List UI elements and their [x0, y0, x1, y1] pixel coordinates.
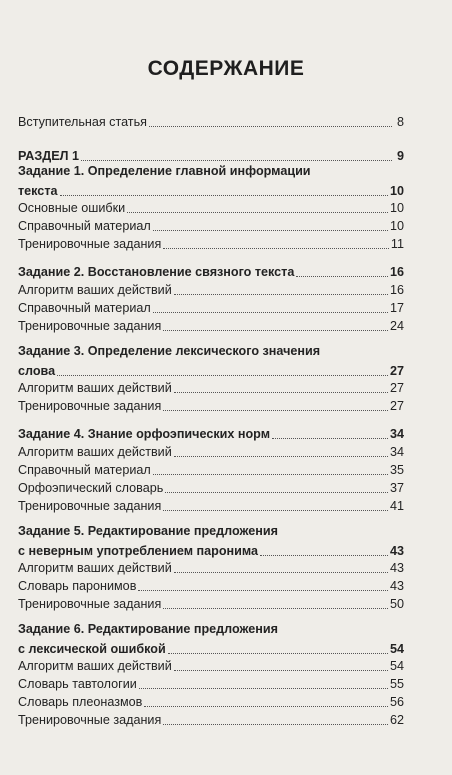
toc-entry-title: Алгоритм ваших действий	[18, 381, 172, 395]
page-number: 10	[389, 184, 404, 198]
toc-entry-title: Словарь плеоназмов	[18, 695, 143, 709]
dot-leader	[168, 653, 388, 654]
toc-entry-line	[18, 198, 404, 216]
page-number: 55	[389, 677, 404, 691]
toc-entry-title: Тренировочные задания	[18, 597, 162, 611]
toc-entry-line	[18, 298, 404, 316]
page-number: 62	[389, 713, 404, 727]
toc-entry-title-cont: текста	[18, 184, 58, 198]
page-number: 17	[389, 301, 404, 315]
page-number: 16	[389, 265, 404, 279]
toc-entry-title: Тренировочные задания	[18, 237, 162, 251]
toc-entry-line	[18, 181, 404, 199]
dot-leader	[296, 276, 388, 277]
toc-entry-line	[18, 396, 404, 414]
dot-leader	[153, 474, 388, 475]
toc-entry-title: Тренировочные задания	[18, 713, 162, 727]
toc-entry-title: Алгоритм ваших действий	[18, 283, 172, 297]
page-number: 27	[389, 381, 404, 395]
dot-leader	[81, 160, 392, 161]
toc-entry-title-cont: слова	[18, 364, 56, 378]
page-number: 43	[389, 544, 404, 558]
toc-entry-line	[18, 262, 404, 280]
toc-entry-line	[18, 541, 404, 559]
toc-entry-title: Алгоритм ваших действий	[18, 445, 172, 459]
dot-leader	[163, 330, 388, 331]
dot-leader	[174, 294, 388, 295]
toc-entry-title: Алгоритм ваших действий	[18, 561, 172, 575]
toc-entry-title: Тренировочные задания	[18, 499, 162, 513]
toc-entry-line	[18, 442, 404, 460]
toc-entry-line	[18, 316, 404, 334]
toc-entry-title: Тренировочные задания	[18, 399, 162, 413]
page-number: 56	[389, 695, 404, 709]
toc-entry-line	[18, 558, 404, 576]
dot-leader	[174, 670, 388, 671]
dot-leader	[138, 590, 388, 591]
dot-leader	[163, 608, 388, 609]
toc-entry-line	[18, 478, 404, 496]
toc-entry-line	[18, 361, 404, 379]
toc-entry-title: Словарь тавтологии	[18, 677, 137, 691]
page-title: СОДЕРЖАНИЕ	[147, 57, 305, 80]
dot-leader	[153, 230, 388, 231]
toc-entry-line	[18, 378, 404, 396]
page-number: 10	[389, 219, 404, 233]
page-number: 50	[389, 597, 404, 611]
dot-leader	[260, 555, 388, 556]
toc-entry-title: Задание 4. Знание орфоэпических норм	[18, 427, 271, 441]
toc-entry-title: Справочный материал	[18, 463, 151, 477]
page-number: 10	[389, 201, 404, 215]
page-number: 27	[389, 364, 404, 378]
toc-entry-title: Тренировочные задания	[18, 319, 162, 333]
toc-entry-title: РАЗДЕЛ 1	[18, 149, 79, 163]
page-number: 8	[396, 115, 404, 129]
page-number: 16	[389, 283, 404, 297]
page-number: 41	[389, 499, 404, 513]
toc-entry-line	[18, 576, 404, 594]
toc-entry-line	[18, 594, 404, 612]
toc-entry-line	[18, 280, 404, 298]
toc-entry-line	[18, 112, 404, 130]
toc-entry-line	[18, 674, 404, 692]
dot-leader	[139, 688, 388, 689]
toc-entry-title: Задание 1. Определение главной информации	[18, 164, 311, 178]
page-number: 54	[389, 642, 404, 656]
page-number: 35	[389, 463, 404, 477]
dot-leader	[153, 312, 388, 313]
toc-entry-line	[18, 656, 404, 674]
toc-entry-line	[18, 639, 404, 657]
dot-leader	[57, 375, 388, 376]
dot-leader	[272, 438, 388, 439]
toc-entry-line	[18, 710, 404, 728]
page-number: 9	[396, 149, 404, 163]
toc-entry-title: Задание 3. Определение лексического значения	[18, 344, 321, 358]
toc-entry-line	[18, 496, 404, 514]
toc-entry-line	[18, 460, 404, 478]
toc-entry-title: Основные ошибки	[18, 201, 126, 215]
dot-leader	[60, 195, 388, 196]
toc-entry-title: Орфоэпический словарь	[18, 481, 164, 495]
page-number: 11	[390, 237, 404, 251]
dot-leader	[163, 248, 389, 249]
toc-entry-title: Справочный материал	[18, 219, 151, 233]
toc-entry-title: Алгоритм ваших действий	[18, 659, 172, 673]
toc-entry-title: Задание 5. Редактирование предложения	[18, 524, 278, 538]
page-number: 24	[389, 319, 404, 333]
dot-leader	[163, 510, 388, 511]
toc-entry-title: Словарь паронимов	[18, 579, 137, 593]
dot-leader	[144, 706, 388, 707]
toc-entry-title-cont: с неверным употреблением паронима	[18, 544, 259, 558]
dot-leader	[174, 456, 388, 457]
dot-leader	[174, 572, 388, 573]
page-number: 43	[389, 561, 404, 575]
page-number: 54	[389, 659, 404, 673]
dot-leader	[163, 724, 388, 725]
dot-leader	[165, 492, 388, 493]
page-number: 37	[389, 481, 404, 495]
toc-entry-title: Задание 2. Восстановление связного текста	[18, 265, 295, 279]
page-number: 43	[389, 579, 404, 593]
toc-entry-line	[18, 216, 404, 234]
toc-entry-title: Вступительная статья	[18, 115, 147, 129]
page-number: 34	[389, 427, 404, 441]
dot-leader	[127, 212, 388, 213]
toc-entry-title: Задание 6. Редактирование предложения	[18, 622, 278, 636]
dot-leader	[174, 392, 388, 393]
toc-entry-line	[18, 234, 404, 252]
page-number: 34	[389, 445, 404, 459]
toc-entry-line	[18, 146, 404, 164]
toc-entry-line	[18, 692, 404, 710]
toc-entry-title-cont: с лексической ошибкой	[18, 642, 166, 656]
dot-leader	[163, 410, 388, 411]
toc-entry-line	[18, 424, 404, 442]
dot-leader	[149, 126, 392, 127]
page-number: 27	[389, 399, 404, 413]
toc-entry-title: Справочный материал	[18, 301, 151, 315]
